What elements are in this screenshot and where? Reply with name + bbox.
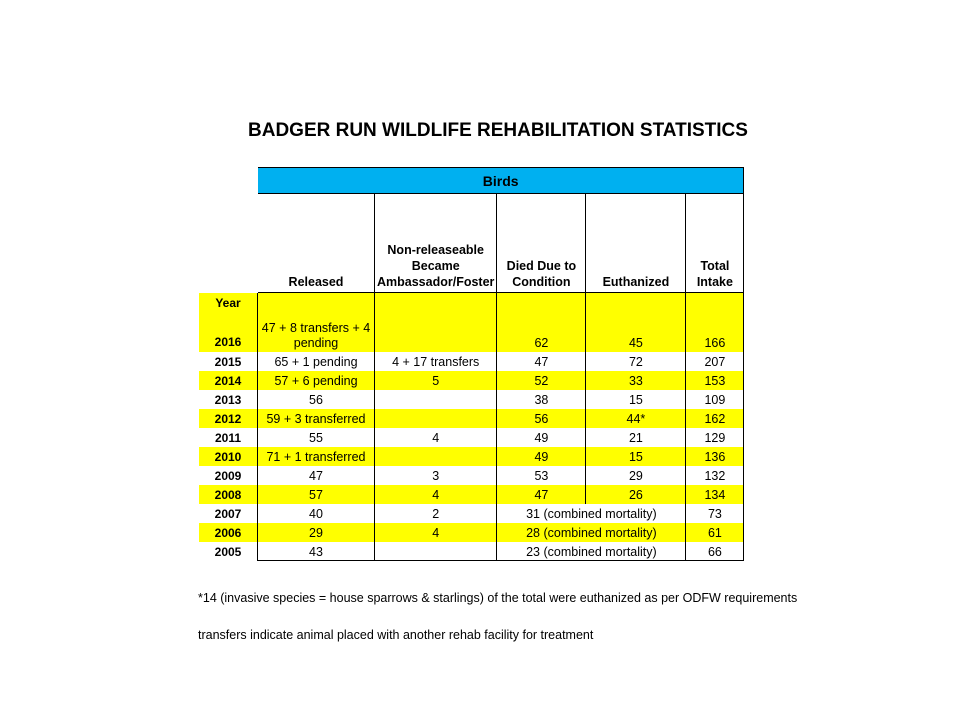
euthanized-cell: 26 [586, 485, 686, 504]
nonreleaseable-cell: 4 [375, 428, 497, 447]
combined-mortality-cell: 23 (combined mortality) [497, 542, 686, 561]
year-label: Year [215, 296, 241, 310]
year-cell: 2009 [199, 466, 258, 485]
euthanized-cell: 15 [586, 390, 686, 409]
table-row [199, 542, 744, 561]
year-cell: 2008 [199, 485, 258, 504]
euthanized-cell: 44* [586, 409, 686, 428]
total-intake-cell: 166 [686, 293, 744, 352]
year-cell: 2007 [199, 504, 258, 523]
total-intake-cell: 134 [686, 485, 744, 504]
group-header-birds: Birds [258, 168, 744, 194]
euthanized-cell: 15 [586, 447, 686, 466]
released-cell: 40 [258, 504, 375, 523]
euthanized-cell: 72 [586, 352, 686, 371]
nonreleaseable-cell [375, 542, 497, 561]
col-header-nonreleaseable: Non-releaseable Became Ambassador/Foster [375, 194, 497, 293]
total-intake-cell: 66 [686, 542, 744, 561]
col-header-released: Released [258, 194, 375, 293]
total-intake-cell: 136 [686, 447, 744, 466]
corner-blank-2 [199, 194, 258, 293]
nonreleaseable-cell [375, 409, 497, 428]
released-cell: 56 [258, 390, 375, 409]
year-cell: 2013 [199, 390, 258, 409]
year-cell: 2014 [199, 371, 258, 390]
table-row [199, 293, 744, 352]
footnote-transfers: transfers indicate animal placed with another rehab facility for treatment [198, 628, 594, 642]
year-cell: 2015 [199, 352, 258, 371]
year-cell: 2010 [199, 447, 258, 466]
col-header-total: Total Intake [686, 194, 744, 293]
euthanized-cell: 29 [586, 466, 686, 485]
corner-blank [199, 168, 258, 194]
released-cell: 43 [258, 542, 375, 561]
nonreleaseable-cell [375, 390, 497, 409]
table-row [199, 409, 744, 428]
nonreleaseable-cell: 2 [375, 504, 497, 523]
year-value: 2016 [214, 335, 242, 349]
released-cell: 47 [258, 466, 375, 485]
statistics-table [198, 167, 744, 561]
nonreleaseable-cell: 4 + 17 transfers [375, 352, 497, 371]
nonreleaseable-cell: 5 [375, 371, 497, 390]
released-cell: 59 + 3 transferred [258, 409, 375, 428]
died-cell: 38 [497, 390, 586, 409]
table-row [199, 504, 744, 523]
col-header-died: Died Due to Condition [497, 194, 586, 293]
table-row [199, 523, 744, 542]
nonreleaseable-cell: 4 [375, 485, 497, 504]
released-cell: 57 + 6 pending [258, 371, 375, 390]
total-intake-cell: 162 [686, 409, 744, 428]
total-intake-cell: 129 [686, 428, 744, 447]
page-title: BADGER RUN WILDLIFE REHABILITATION STATISTICS [248, 120, 748, 141]
released-cell: 29 [258, 523, 375, 542]
died-cell: 47 [497, 485, 586, 504]
died-cell: 47 [497, 352, 586, 371]
col-header-euthanized: Euthanized [586, 194, 686, 293]
released-cell: 47 + 8 transfers + 4 pending [258, 293, 375, 352]
died-cell: 49 [497, 447, 586, 466]
year-cell [199, 293, 258, 352]
nonreleaseable-cell: 3 [375, 466, 497, 485]
released-cell: 55 [258, 428, 375, 447]
table-row [199, 428, 744, 447]
total-intake-cell: 109 [686, 390, 744, 409]
footnote-euthanized: *14 (invasive species = house sparrows & starlings) of the total were euthanized as per ODFW requirements [198, 591, 798, 605]
released-cell: 65 + 1 pending [258, 352, 375, 371]
table-row [199, 390, 744, 409]
total-intake-cell: 207 [686, 352, 744, 371]
euthanized-cell: 45 [586, 293, 686, 352]
year-cell: 2006 [199, 523, 258, 542]
died-cell: 56 [497, 409, 586, 428]
total-intake-cell: 153 [686, 371, 744, 390]
combined-mortality-cell: 28 (combined mortality) [497, 523, 686, 542]
combined-mortality-cell: 31 (combined mortality) [497, 504, 686, 523]
year-cell: 2011 [199, 428, 258, 447]
table-row [199, 371, 744, 390]
died-cell: 62 [497, 293, 586, 352]
year-cell: 2005 [199, 542, 258, 561]
died-cell: 52 [497, 371, 586, 390]
table-row [199, 352, 744, 371]
released-cell: 71 + 1 transferred [258, 447, 375, 466]
total-intake-cell: 73 [686, 504, 744, 523]
year-cell: 2012 [199, 409, 258, 428]
table-row [199, 485, 744, 504]
died-cell: 49 [497, 428, 586, 447]
released-cell: 57 [258, 485, 375, 504]
table-row [199, 447, 744, 466]
total-intake-cell: 61 [686, 523, 744, 542]
table-row [199, 466, 744, 485]
euthanized-cell: 21 [586, 428, 686, 447]
nonreleaseable-cell: 4 [375, 523, 497, 542]
total-intake-cell: 132 [686, 466, 744, 485]
nonreleaseable-cell [375, 293, 497, 352]
nonreleaseable-cell [375, 447, 497, 466]
euthanized-cell: 33 [586, 371, 686, 390]
died-cell: 53 [497, 466, 586, 485]
